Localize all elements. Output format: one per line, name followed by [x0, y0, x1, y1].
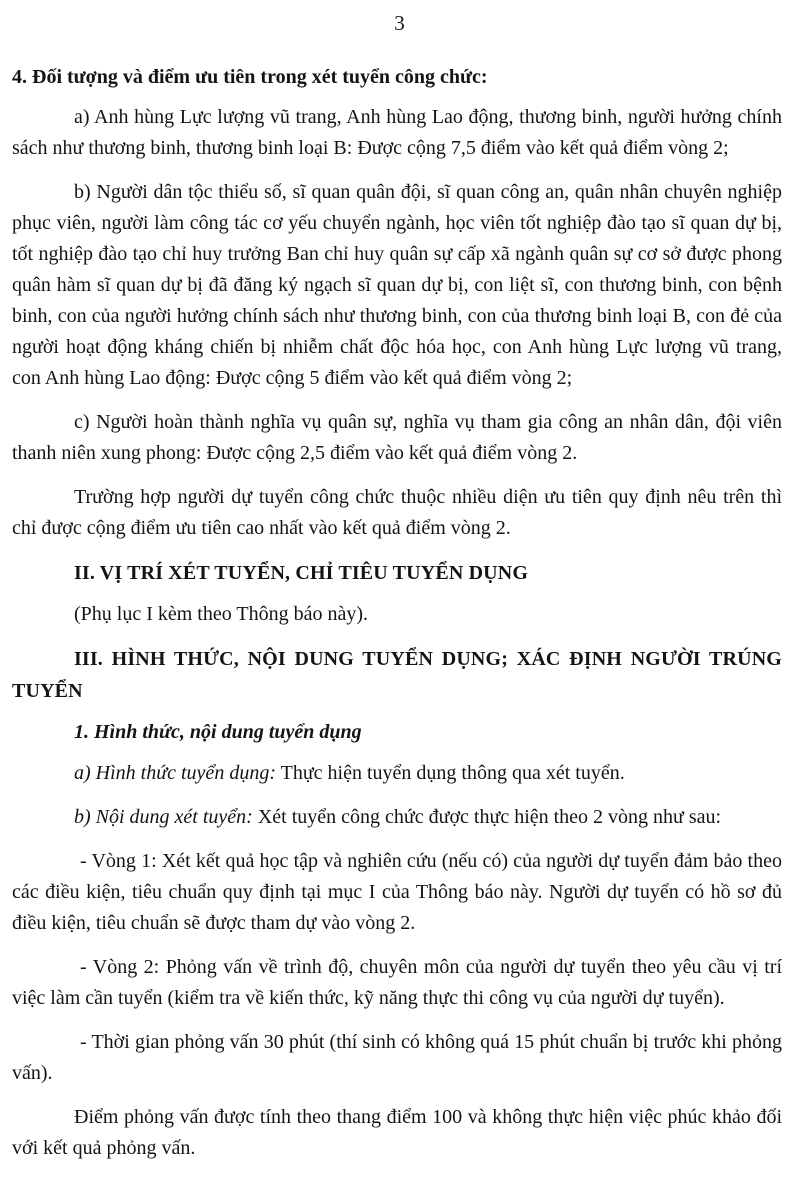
section-2-text: (Phụ lục I kèm theo Thông báo này). — [74, 603, 369, 625]
priority-item-b: b) Người dân tộc thiểu số, sĩ quan quân đội, sĩ quan công an, quân nhân chuyên nghiệp phục viên, người làm công tác cơ yếu chuyển ngành, học viên tốt nghiệp đào tạo sĩ quan dự bị, tốt nghiệp đào tạo chỉ huy trưởng Ban chỉ huy quân sự cấp xã ngành quân sự cơ sở được phong quân hàm sĩ quan dự bị đã đăng ký ngạch sĩ quan dự bị, con liệt sĩ, con thương binh, con bệnh binh, con của người hưởng chính sách như thương binh, con của thương binh loại B, con đẻ của người hoạt động kháng chiến bị nhiễm chất độc hóa học, con Anh hùng Lực lượng vũ trang, con Anh hùng Lao động: Được cộng 5 điểm vào kết quả điểm vòng 2; — [12, 181, 782, 389]
document-body — [12, 56, 782, 1177]
section-4-heading: 4. Đối tượng và điểm ưu tiên trong xét tuyển công chức: — [12, 66, 488, 88]
recruitment-form-label: a) Hình thức tuyển dụng: — [74, 762, 276, 784]
interview-time-text: - Thời gian phỏng vấn 30 phút (thí sinh có không quá 15 phút chuẩn bị trước khi phỏng vấn). — [12, 1031, 782, 1084]
section-3-heading: III. HÌNH THỨC, NỘI DUNG TUYỂN DỤNG; XÁC ĐỊNH NGƯỜI TRÚNG TUYỂN — [12, 648, 782, 702]
recruitment-form-paragraph — [12, 758, 782, 789]
recruitment-content-label: b) Nội dung xét tuyển: — [74, 806, 253, 828]
interview-score-text: Điểm phỏng vấn được tính theo thang điểm 100 và không thực hiện việc phúc khảo đối với kết quả phỏng vấn. — [12, 1106, 782, 1159]
recruitment-form-text: Thực hiện tuyển dụng thông qua xét tuyển. — [275, 762, 625, 784]
recruitment-content-paragraph — [12, 802, 782, 833]
priority-note: Trường hợp người dự tuyển công chức thuộc nhiều diện ưu tiên quy định nêu trên thì chỉ được cộng điểm ưu tiên cao nhất vào kết quả điểm vòng 2. — [12, 486, 782, 539]
priority-item-c: c) Người hoàn thành nghĩa vụ quân sự, nghĩa vụ tham gia công an nhân dân, đội viên thanh niên xung phong: Được cộng 2,5 điểm vào kết quả điểm vòng 2. — [12, 411, 782, 464]
round-2-text: - Vòng 2: Phỏng vấn về trình độ, chuyên môn của người dự tuyển theo yêu cầu vị trí việc làm cần tuyển (kiểm tra về kiến thức, kỹ năng thực thi công vụ của người dự tuyển). — [12, 956, 782, 1009]
priority-item-a: a) Anh hùng Lực lượng vũ trang, Anh hùng Lao động, thương binh, người hưởng chính sách như thương binh, thương binh loại B: Được cộng 7,5 điểm vào kết quả điểm vòng 2; — [12, 106, 782, 159]
section-2-heading: II. VỊ TRÍ XÉT TUYỂN, CHỈ TIÊU TUYỂN DỤNG — [74, 562, 529, 584]
round-1-text: - Vòng 1: Xét kết quả học tập và nghiên cứu (nếu có) của người dự tuyển đảm bảo theo các điều kiện, tiêu chuẩn quy định tại mục I của Thông báo này. Người dự tuyển có hồ sơ đủ điều kiện, tiêu chuẩn sẽ được tham dự vào vòng 2. — [12, 850, 782, 934]
recruitment-content-text: Xét tuyển công chức được thực hiện theo 2 vòng như sau: — [252, 806, 722, 828]
page-number: 3 — [394, 11, 405, 35]
subsection-1-heading: 1. Hình thức, nội dung tuyển dụng — [74, 721, 362, 743]
